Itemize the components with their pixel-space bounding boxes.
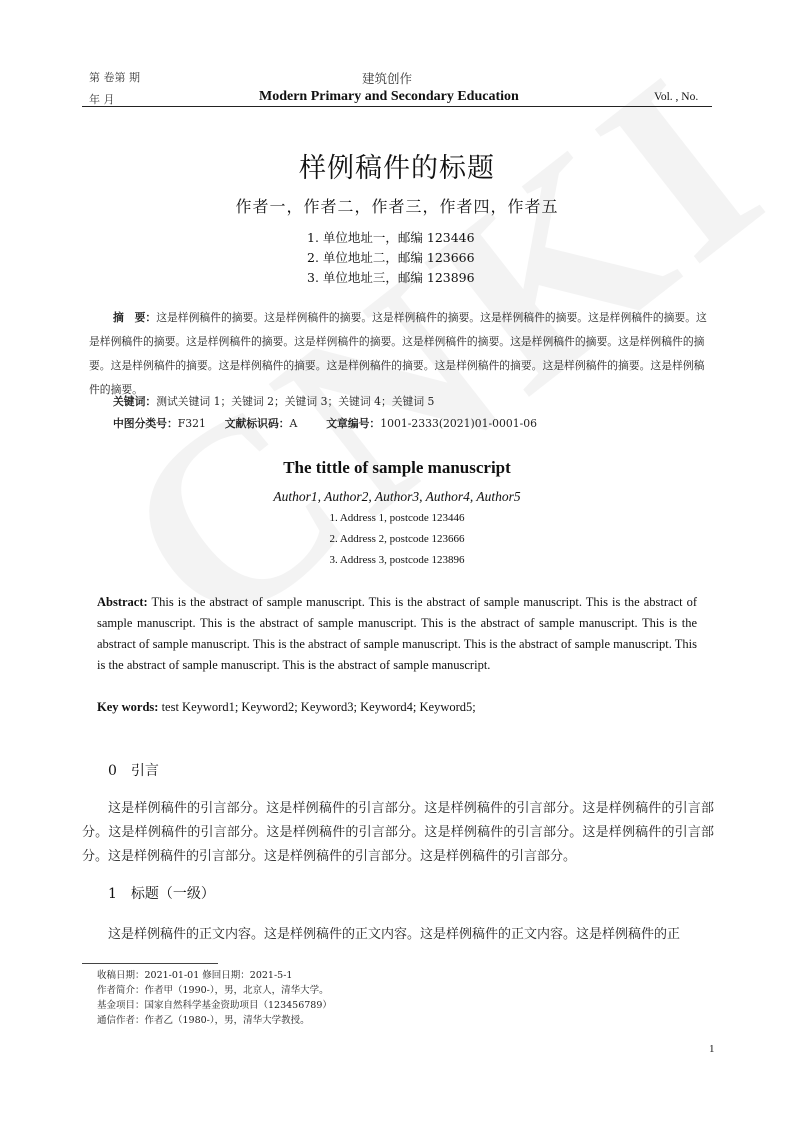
abstract-en-text: This is the abstract of sample manuscript. This is the abstract of sample manuscript. This is the abstract of sample manuscript. This is the abstract of sample manuscript. This is the abstract of sample manuscript. This is the abstract of sample manuscript. This is the abstract of sample manuscript. This is the abstract of sample manuscript. This is the abstract of sample manuscript. This is the abstract of sample manuscript.	[97, 595, 698, 672]
article-value: 1001-2333(2021)01-0001-06	[380, 417, 537, 430]
title-en: The tittle of sample manuscript	[283, 458, 511, 477]
doc-label: 文献标识码：	[224, 417, 290, 430]
header-journal-en: Modern Primary and Secondary Education	[259, 89, 519, 104]
affiliation-en-1: 1. Address 1, postcode 123446	[329, 512, 465, 524]
affiliation-cn-1: 1. 单位地址一，邮编 123446	[307, 230, 475, 245]
abstract-cn	[89, 306, 713, 402]
abstract-en-label: Abstract:	[97, 595, 148, 609]
header-date: 年 月	[89, 93, 115, 106]
footnote-author-bio: 作者简介：作者甲（1990-），男，北京人，清华大学。	[97, 985, 329, 996]
abstract-en	[97, 592, 697, 676]
footnote-rule	[82, 963, 218, 964]
section-heading-1: 1 标题（一级）	[108, 886, 215, 902]
clc-value: F321	[177, 417, 206, 430]
page-number: 1	[709, 1043, 715, 1055]
authors-en: Author1, Author2, Author3, Author4, Author5	[273, 489, 521, 504]
header-rule	[82, 106, 712, 107]
keywords-en-text: test Keyword1; Keyword2; Keyword3; Keyword4; Keyword5;	[161, 700, 476, 714]
keywords-cn-label: 关键词：	[113, 395, 157, 408]
clc-label: 中图分类号：	[113, 417, 178, 430]
doc-value: A	[289, 417, 298, 430]
footnote-funding: 基金项目：国家自然科学基金资助项目（123456789）	[97, 1000, 332, 1011]
article-label: 文章编号：	[326, 417, 381, 430]
keywords-cn	[113, 394, 434, 410]
footnote-received: 收稿日期：2021-01-01 修回日期：2021-5-1	[97, 970, 293, 981]
header-journal-cn: 建筑创作	[362, 71, 413, 86]
affiliation-cn-2: 2. 单位地址二，邮编 123666	[307, 250, 475, 265]
section-text-1: 这是样例稿件的正文内容。这是样例稿件的正文内容。这是样例稿件的正文内容。这是样例稿件的正	[108, 927, 681, 942]
affiliation-en-3: 3. Address 3, postcode 123896	[329, 554, 465, 566]
header-vol-no: Vol. , No.	[654, 91, 699, 103]
keywords-en-label: Key words:	[97, 700, 159, 714]
header-issue: 第 卷第 期	[89, 71, 140, 84]
abstract-cn-label: 摘 要：	[113, 311, 157, 324]
section-text-intro: 这是样例稿件的引言部分。这是样例稿件的引言部分。这是样例稿件的引言部分。这是样例稿件的引言部分。这是样例稿件的引言部分。这是样例稿件的引言部分。这是样例稿件的引言部分。这是样例稿件的引言部分。这是样例稿件的引言部分。这是样例稿件的引言部分。这是样例稿件的引言部分。	[82, 801, 714, 864]
footnote-corresponding: 通信作者：作者乙（1980-），男，清华大学教授。	[97, 1015, 310, 1026]
title-cn: 样例稿件的标题	[299, 153, 495, 184]
affiliation-en-2: 2. Address 2, postcode 123666	[329, 533, 465, 545]
affiliation-cn-3: 3. 单位地址三，邮编 123896	[307, 270, 475, 285]
footnotes	[97, 968, 332, 1028]
classification-line	[113, 416, 537, 432]
keywords-cn-text: 测试关键词 1；关键词 2；关键词 3；关键词 4；关键词 5	[156, 395, 435, 408]
keywords-en	[97, 697, 697, 718]
section-heading-intro: 0 引言	[108, 763, 159, 779]
authors-cn: 作者一，作者二，作者三，作者四，作者五	[235, 197, 559, 216]
abstract-cn-text: 这是样例稿件的摘要。这是样例稿件的摘要。这是样例稿件的摘要。这是样例稿件的摘要。这是样例稿件的摘要。这是样例稿件的摘要。这是样例稿件的摘要。这是样例稿件的摘要。这是样例稿件的摘要。这是样例稿件的摘要。这是样例稿件的摘要。这是样例稿件的摘要。这是样例稿件的摘要。这是样例稿件的摘要。这是样例稿件的摘要。这是样例稿件的摘要。这是样例稿件的摘要。	[89, 311, 707, 396]
